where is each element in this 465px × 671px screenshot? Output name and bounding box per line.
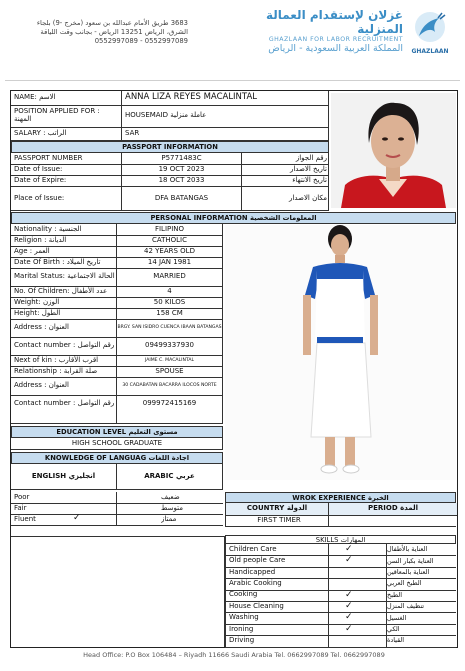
- column-divider: [116, 492, 117, 525]
- brand-english-name: GHAZLAAN FOR LABOR RECRUITMENT: [268, 36, 403, 43]
- position-label: POSITION APPLIED FOR : المهنة: [14, 107, 100, 123]
- personal-field-value: SPOUSE: [155, 366, 184, 375]
- passport-field-arabic-label: رقم الجواز: [295, 153, 327, 162]
- experience-section-title: WROK EXPERIENCE الخبرة: [225, 492, 456, 503]
- education-value: HIGH SCHOOL GRADUATE: [71, 439, 163, 448]
- position-value: HOUSEMAID عاملة منزلية: [125, 111, 207, 120]
- language-level-arabic-label: متوسط: [161, 503, 183, 512]
- language-level-label: Fair: [14, 503, 27, 512]
- passport-field-label: Date of Expire:: [14, 175, 67, 184]
- company-address: [8, 19, 188, 47]
- skill-label: Arabic Cooking: [229, 579, 282, 588]
- personal-field-label: Next of kin : اقرب الأقارب: [14, 355, 99, 364]
- skill-arabic-label: تنظيف المنزل: [387, 602, 425, 611]
- skill-check-icon: ✓: [345, 623, 353, 634]
- passport-field-arabic-label: تاريخ الانتهاء: [292, 175, 327, 184]
- row-divider: [11, 525, 223, 526]
- skill-label: Handicapped: [229, 567, 276, 576]
- skills-section-title: SKILLS المهارات: [225, 535, 456, 544]
- skill-check-icon: ✓: [345, 612, 353, 623]
- personal-field-value: 50 KILOS: [153, 297, 186, 306]
- personal-field-label: Religion : الديانة: [14, 235, 67, 244]
- passport-field-label: Place of Issue:: [14, 193, 65, 202]
- logo-label: GHAZLAAN: [411, 48, 449, 55]
- experience-value: FIRST TIMER: [257, 516, 301, 525]
- personal-field-label: Marital Status: الحالة الاجتماعية: [14, 272, 115, 281]
- personal-field-value: 4: [167, 286, 172, 295]
- skill-arabic-label: العناية بالأطفال: [387, 545, 428, 554]
- skill-arabic-label: الطبخ العربي: [387, 579, 422, 588]
- name-value: ANNA LIZA REYES MACALINTAL: [125, 92, 257, 103]
- skill-check-icon: ✓: [345, 601, 353, 611]
- personal-field-label: Age : العمر: [14, 246, 50, 255]
- notes-area: [11, 536, 225, 647]
- passport-field-value: 18 OCT 2033: [158, 175, 205, 184]
- skill-label: Ironing: [229, 624, 254, 633]
- skill-label: Old people Care: [229, 556, 286, 565]
- gazelle-logo-icon: [405, 10, 455, 44]
- skill-label: Children Care: [229, 544, 277, 553]
- country-column-header: COUNTRY الدولة: [226, 503, 328, 515]
- passport-field-label: PASSPORT NUMBER: [14, 153, 83, 162]
- language-level-label: Fluent: [14, 514, 36, 523]
- personal-field-label: Height: الطول: [14, 308, 61, 317]
- personal-field-value: 09499337930: [145, 341, 194, 350]
- skill-arabic-label: الغسيل: [387, 613, 407, 622]
- brand-arabic-location: المملكة العربية السعودية - الرياض: [268, 43, 403, 54]
- passport-field-arabic-label: تاريخ الاصدار: [289, 164, 327, 173]
- personal-field-label: Weight: الوزن: [14, 297, 60, 306]
- address-line-2: الشرق، الرياض 13251 الرياض - بجانب وقت اللياقة: [40, 28, 188, 37]
- salary-value: SAR: [125, 129, 140, 138]
- brand-arabic-name: غزلان لإستقدام العمالة المنزلية: [265, 8, 403, 36]
- period-column-header: PERIOD المدة: [329, 503, 457, 515]
- skill-label: Driving: [229, 636, 255, 645]
- passport-field-value: P5771483C: [161, 153, 202, 162]
- skill-label: Washing: [229, 613, 259, 622]
- top-info-table: [11, 91, 329, 141]
- english-column-header: ENGLISH انجليزي: [31, 472, 96, 481]
- education-section-title: EDUCATION LEVEL مستوى التعليم: [11, 426, 223, 438]
- language-header-row: [11, 464, 223, 490]
- personal-field-value: MARRIED: [153, 272, 186, 281]
- passport-section-title: PASSPORT INFORMATION: [11, 141, 329, 153]
- personal-field-value: FILIPINO: [154, 224, 185, 233]
- personal-field-value: BRGY. SAN ISIDRO CUENCA IBAAN BATANGAS: [117, 325, 222, 331]
- footer-contact: Head Office: P.O Box 106484 – Riyadh 11666 Saudi Arabia Tel. 0662997089 Tel. 0662997089: [83, 651, 385, 659]
- personal-field-value: JAIME C. MACALINTAL: [144, 357, 195, 363]
- full-body-photo: [225, 225, 456, 480]
- company-logo: [405, 10, 455, 54]
- salary-label: SALARY : الراتب: [14, 129, 67, 138]
- row-divider: [225, 647, 456, 648]
- skill-arabic-label: العناية بكبار السن: [387, 556, 434, 565]
- skill-label: Cooking: [229, 590, 258, 599]
- phone-numbers: 0552997089 - 0552997089: [94, 37, 188, 46]
- passport-field-value: DFA BATANGAS: [154, 193, 209, 202]
- skill-check-icon: ✓: [345, 555, 353, 566]
- personal-field-label: Contact number : رقم التواصل: [14, 399, 115, 408]
- skill-arabic-label: العناية بالمعاقين: [387, 567, 430, 576]
- language-level-arabic-label: ممتاز: [161, 514, 177, 523]
- address-line-1: 3683 طريق الأمام عبدالله بن سعود (مخرج -9) بلجاء: [36, 19, 188, 27]
- skill-check-icon: ✓: [345, 589, 353, 600]
- cv-sheet: [10, 90, 458, 648]
- personal-field-value: 099972415169: [142, 399, 197, 408]
- passport-field-value: 19 OCT 2023: [158, 164, 205, 173]
- skill-arabic-label: الطبخ: [387, 590, 403, 599]
- experience-table: [225, 503, 456, 527]
- passport-field-arabic-label: مكان الاصدار: [289, 193, 327, 202]
- personal-section-title: PERSONAL INFORMATION المعلومات الشخصية: [11, 212, 456, 224]
- language-section-title: KNOWLEDGE OF LANGUAG اجادة اللغات: [11, 452, 223, 464]
- personal-field-value: 158 CM: [156, 308, 183, 317]
- language-level-arabic-label: ضعيف: [161, 492, 180, 501]
- personal-field-value: 42 YEARS OLD: [144, 246, 195, 255]
- personal-field-label: Nationality : الجنسية: [14, 224, 82, 233]
- personal-field-value: 30 CADABATAN BACARRA ILOCOS NORTE: [122, 383, 217, 389]
- personal-field-value: CATHOLIC: [151, 235, 188, 244]
- english-fluent-check-icon: ✓: [73, 513, 81, 523]
- skill-check-icon: ✓: [345, 544, 353, 554]
- personal-field-label: Contact number : رقم التواصل: [14, 341, 115, 350]
- arabic-column-header: ARABIC عربي: [144, 472, 195, 481]
- language-level-label: Poor: [14, 492, 30, 501]
- brand-block: [235, 8, 403, 54]
- personal-field-label: Address : العنوان: [14, 323, 69, 332]
- personal-field-label: Date Of Birth : تاريخ الميلاد: [14, 257, 101, 266]
- skill-label: House Cleaning: [229, 601, 284, 610]
- skill-arabic-label: الكي: [387, 624, 400, 633]
- passport-field-label: Date of Issue:: [14, 164, 63, 173]
- header-divider: [5, 80, 460, 81]
- personal-field-label: Relationship : صلة القرابة: [14, 366, 98, 375]
- education-row: [11, 438, 223, 450]
- name-label: NAME: الاسم: [14, 93, 56, 102]
- personal-field-label: No. Of Children: عدد الأطفال: [14, 286, 108, 295]
- skill-arabic-label: القيادة: [387, 636, 405, 645]
- portrait-photo: [331, 93, 456, 208]
- personal-field-value: 14 JAN 1981: [147, 257, 192, 266]
- personal-field-label: Address : العنوان: [14, 381, 69, 390]
